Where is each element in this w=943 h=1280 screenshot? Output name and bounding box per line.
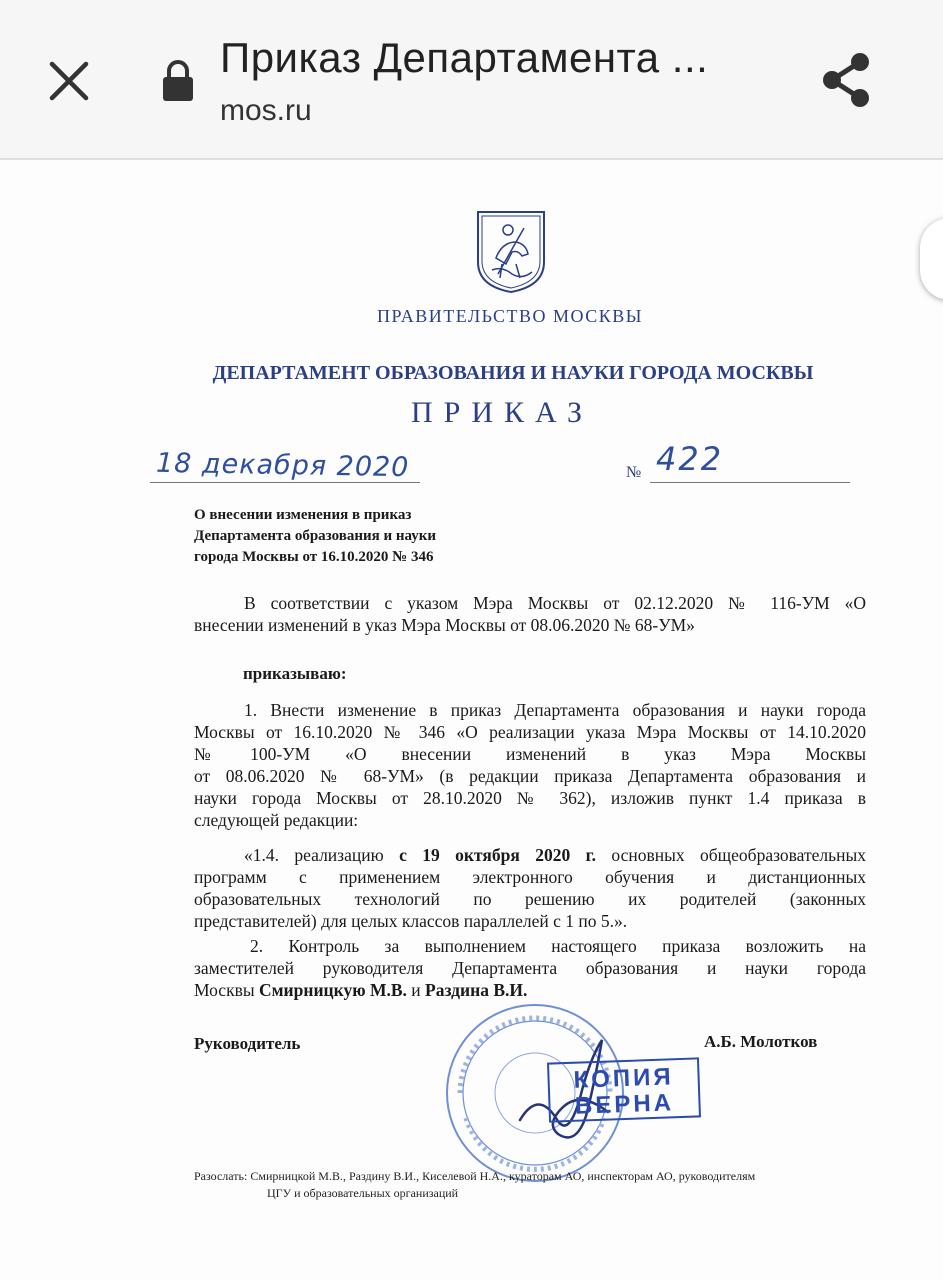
item-2-prefix: Москвы <box>194 980 259 1000</box>
subject-line: Департамента образования и науки <box>194 528 437 544</box>
department-header: ДЕПАРТАМЕНТ ОБРАЗОВАНИЯ И НАУКИ ГОРОДА МОСКВЫ <box>212 362 814 384</box>
browser-toolbar <box>0 0 943 160</box>
page-domain: mos.ru <box>220 94 312 127</box>
subject-line: города Москвы от 16.10.2020 № 346 <box>194 549 434 565</box>
item-1-4-suffix: основных общеобразовательных <box>595 845 866 865</box>
moscow-coat-of-arms-icon <box>472 208 550 294</box>
number-sign: № <box>626 464 642 481</box>
government-header: ПРАВИТЕЛЬСТВО МОСКВЫ <box>376 306 643 326</box>
responsible-name-2: Раздина В.И. <box>425 980 528 1000</box>
subject-line: О внесении изменения в приказ <box>194 507 412 523</box>
signer-name: А.Б. Молотков <box>704 1032 818 1051</box>
item-1-4-line: представителей) для целых классов параллелей с 1 по 5.». <box>194 911 628 931</box>
item-1-line: следующей редакции: <box>194 810 359 830</box>
item-2-line: 2. Контроль за выполнением настоящего приказа возложить на <box>250 936 866 956</box>
distribution-line: ЦГУ и образовательных организаций <box>267 1186 459 1200</box>
close-icon <box>44 56 94 106</box>
preamble-line: В соответствии с указом Мэра Москвы от 02.12.2020 № 116-УМ «О <box>244 593 866 613</box>
responsible-name-1: Смирницкую М.В. <box>258 980 407 1000</box>
order-word: приказываю: <box>243 664 347 683</box>
stamp-line: ВЕРНА <box>574 1089 675 1120</box>
signer-role: Руководитель <box>194 1034 301 1053</box>
item-1-4-line: программ с применением электронного обучения и дистанционных <box>194 867 866 887</box>
date-underline <box>150 482 420 483</box>
share-icon <box>818 50 876 110</box>
item-2-line: заместителей руководителя Департамента образования и науки города <box>194 958 866 978</box>
item-1-line: от 08.06.2020 № 68-УМ» (в редакции приказа Департамента образования и <box>194 766 866 786</box>
distribution-list <box>194 1168 755 1202</box>
copy-certified-stamp <box>547 1057 701 1122</box>
number-underline <box>650 482 850 483</box>
item-1-4-prefix: «1.4. реализацию <box>244 845 400 865</box>
order-date: 18 декабря 2020 <box>155 447 410 484</box>
item-1-line: науки города Москвы от 28.10.2020 № 362), изложив пункт 1.4 приказа в <box>194 788 866 808</box>
item-2 <box>194 935 866 1001</box>
share-button[interactable] <box>818 50 876 110</box>
document-type: ПРИКАЗ <box>411 396 593 429</box>
close-button[interactable] <box>44 56 94 106</box>
item-1-4-date: с 19 октября 2020 г. <box>399 845 596 865</box>
item-1 <box>194 699 866 831</box>
lock-icon <box>160 58 196 102</box>
item-1-4-line: образовательных технологий по решению их родителей (законных <box>194 889 866 909</box>
preamble-line: внесении изменений в указ Мэра Москвы от 08.06.2020 № 68-УМ» <box>194 615 695 635</box>
item-2-joiner: и <box>406 980 426 1000</box>
item-1-4-line <box>194 844 866 866</box>
distribution-line: Разослать: Смирницкой М.В., Раздину В.И., Киселевой Н.А., кураторам АО, инспекторам АО, руководителям <box>194 1169 756 1183</box>
stamp-line: КОПИЯ <box>573 1063 675 1094</box>
item-1-4 <box>194 844 866 932</box>
preamble <box>194 592 866 636</box>
item-1-line: № 100-УМ «О внесении изменений в указ Мэра Москвы <box>194 744 866 764</box>
order-number: 422 <box>656 440 724 478</box>
page-title: Приказ Департамента ... <box>220 34 709 81</box>
item-1-line: 1. Внести изменение в приказ Департамента образования и науки города <box>244 700 866 720</box>
item-1-line: Москвы от 16.10.2020 № 346 «О реализации указа Мэра Москвы от 14.10.2020 <box>194 722 866 742</box>
order-subject <box>194 505 436 568</box>
